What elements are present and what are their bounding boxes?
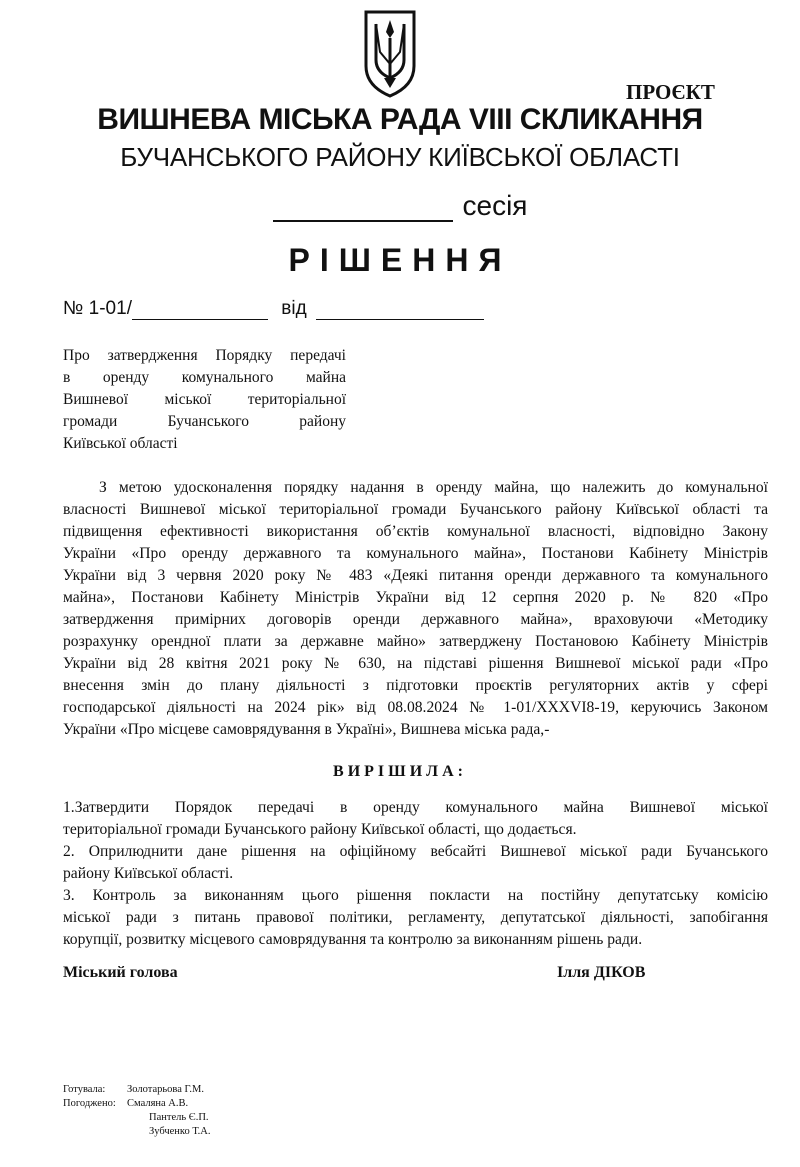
session-label: сесія	[462, 190, 528, 221]
decision-items	[63, 797, 768, 951]
approvals-footer	[63, 1083, 211, 1139]
decision-title: РІШЕННЯ	[288, 242, 512, 278]
subject-line: громади Бучанського району	[63, 413, 346, 430]
preamble-paragraph	[63, 477, 768, 741]
item-line: 2. Оприлюднити дане рішення на офіційному вебсайті Вишневої міської ради Бучанського	[63, 843, 768, 860]
signature-position: Міський голова	[63, 964, 178, 981]
subject-line: Про затвердження Порядку передачі	[63, 347, 346, 364]
agreed-label: Погоджено:	[63, 1098, 116, 1109]
decision-number-prefix: № 1-01/	[63, 298, 132, 319]
preamble-line: господарської діяльності на 2024 рік» від 08.08.2024 № 1-01/XXXVI8-19, керуючись Законом	[63, 699, 768, 716]
session-line	[0, 190, 800, 222]
agreed-by: Пантель Є.П.	[149, 1112, 209, 1123]
council-subtitle: БУЧАНСЬКОГО РАЙОНУ КИЇВСЬКОЇ ОБЛАСТІ	[120, 142, 680, 172]
decision-date-blank	[316, 301, 484, 320]
decision-date-label: від	[281, 298, 307, 319]
preamble-line: підвищення ефективності використання об’єктів комунальної власності, відповідно Закону	[63, 523, 768, 540]
item-line: міської ради з питань правової політики, регламенту, депутатської діяльності, запобігання	[63, 909, 768, 926]
preamble-line: України від 3 червня 2020 року № 483 «Деякі питання оренди державного та комунального	[63, 567, 768, 584]
trident-coat-of-arms-icon	[362, 8, 418, 100]
prepared-by: Золотарьова Г.М.	[127, 1084, 204, 1095]
session-number-blank	[273, 190, 453, 222]
subject-line: в оренду комунального майна	[63, 369, 346, 386]
resolved-heading: ВИРІШИЛА:	[333, 763, 467, 780]
item-line: району Київської області.	[63, 865, 234, 882]
preamble-line: майна», Постанови Кабінету Міністрів України від 12 серпня 2020 р. № 820 «Про	[63, 589, 768, 606]
decision-subject	[63, 345, 346, 455]
item-line: 1.Затвердити Порядок передачі в оренду комунального майна Вишневої міської	[63, 799, 768, 816]
preamble-line: розрахунку орендної плати за державне майно» затверджену Постановою Кабінету Міністрів	[63, 633, 768, 650]
agreed-by: Смаляна А.В.	[127, 1098, 189, 1109]
agreed-by: Зубченко Т.А.	[149, 1126, 211, 1137]
preamble-line: власності Вишневої міської територіальної громади Бучанського району Київської області та	[63, 501, 768, 518]
subject-line: Вишневої міської територіальної	[63, 391, 346, 408]
item-line: територіальної громади Бучанського району Київської області, що додається.	[63, 821, 577, 838]
preamble-line: затвердження примірних договорів оренди державного майна», враховуючи «Методику	[63, 611, 768, 628]
subject-line: Київської області	[63, 435, 178, 452]
decision-number-blank	[132, 301, 268, 320]
preamble-line: З метою удосконалення порядку надання в оренду майна, що належить до комунальної	[99, 479, 768, 496]
council-title: ВИШНЕВА МІСЬКА РАДА VIII СКЛИКАННЯ	[97, 103, 703, 136]
preamble-line: внесення змін до плану діяльності з підготовки проєктів регуляторних актів у сфері	[63, 677, 768, 694]
draft-mark: ПРОЄКТ	[626, 80, 715, 104]
preamble-line: України «Про місцеве самоврядування в Україні», Вишнева міська рада,-	[63, 721, 550, 738]
decision-number-line	[63, 298, 484, 320]
preamble-line: України від 28 квітня 2021 року № 630, на підставі рішення Вишневої міської ради «Про	[63, 655, 768, 672]
signature-name: Ілля ДІКОВ	[557, 964, 646, 981]
item-line: 3. Контроль за виконанням цього рішення покласти на постійну депутатську комісію	[63, 887, 768, 904]
preamble-line: України «Про оренду державного та комунального майна», Постанови Кабінету Міністрів	[63, 545, 768, 562]
item-line: корупції, розвитку місцевого самоврядування та контролю за виконанням рішень ради.	[63, 931, 643, 948]
prepared-label: Готувала:	[63, 1084, 106, 1095]
